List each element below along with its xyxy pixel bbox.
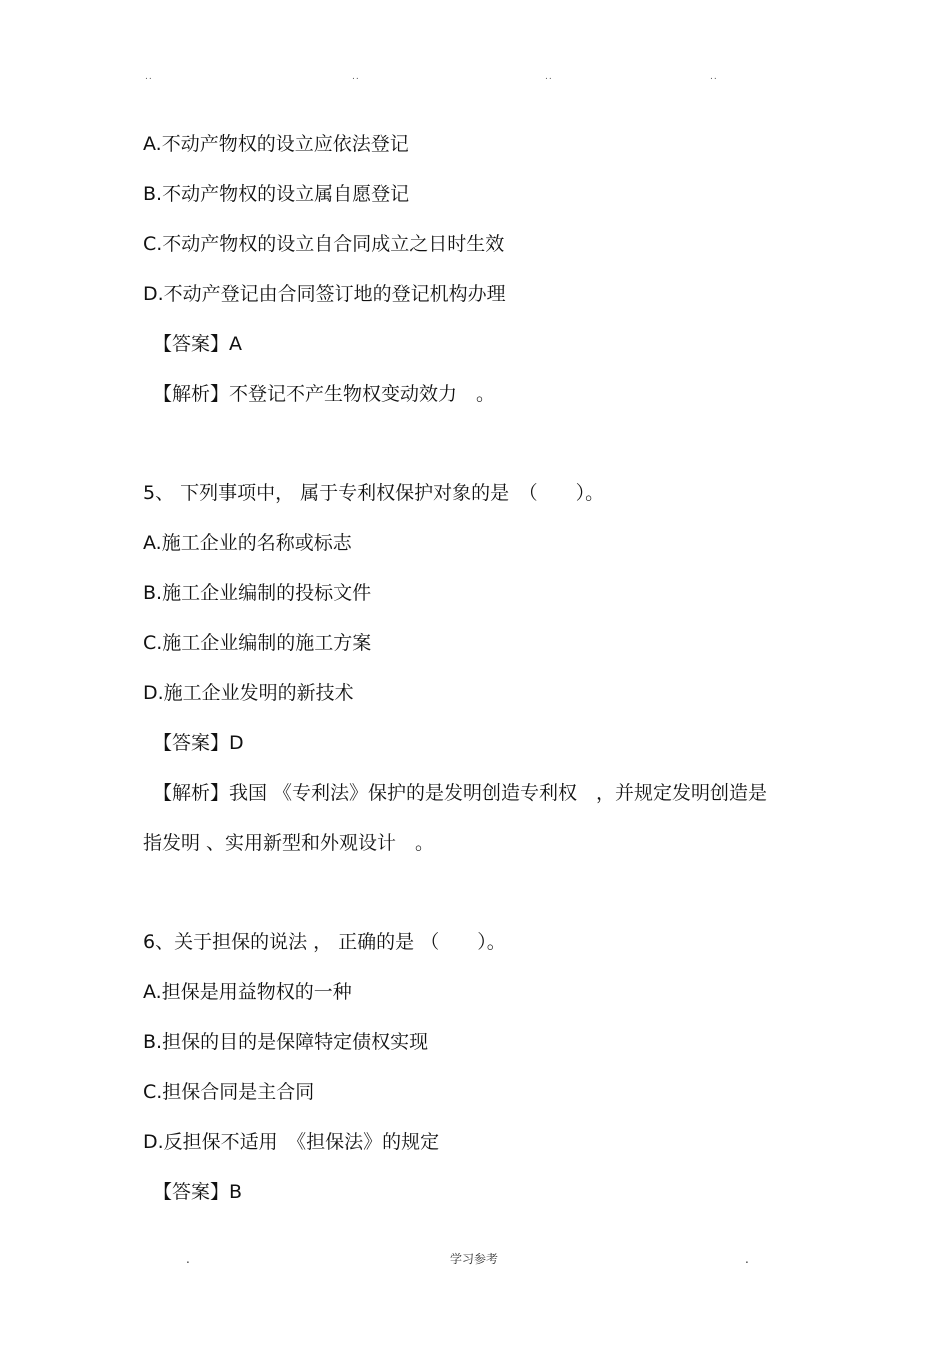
q6-option-d: D.反担保不适用 《担保法》的规定 xyxy=(143,1131,440,1153)
q6-option-c: C.担保合同是主合同 xyxy=(143,1081,315,1103)
header-mark: .. xyxy=(352,72,360,82)
q6-answer: 【答案】B xyxy=(153,1181,243,1203)
q4-analysis: 【解析】不登记不产生物权变动效力 。 xyxy=(153,383,496,405)
q4-option-d: D.不动产登记由合同签订地的登记机构办理 xyxy=(143,283,506,305)
footer-label: 学习参考 xyxy=(450,1252,499,1266)
q6-option-a: A.担保是用益物权的一种 xyxy=(143,981,352,1003)
q6-question: 6、关于担保的说法 ， 正确的是 （ ）。 xyxy=(143,931,506,953)
header-mark: .. xyxy=(545,72,553,82)
q5-analysis-line-2: 指发明 、实用新型和外观设计 。 xyxy=(143,832,435,854)
q4-option-c: C.不动产物权的设立自合同成立之日时生效 xyxy=(143,233,505,255)
footer-right-dot: . xyxy=(745,1252,749,1266)
q5-question: 5、 下列事项中， 属于专利权保护对象的是 （ ）。 xyxy=(143,482,605,504)
q4-answer: 【答案】A xyxy=(153,333,242,355)
q5-answer: 【答案】D xyxy=(153,732,244,754)
header-mark: .. xyxy=(145,72,153,82)
footer-left-dot: . xyxy=(186,1252,190,1266)
q4-option-b: B.不动产物权的设立属自愿登记 xyxy=(143,183,410,205)
q5-option-b: B.施工企业编制的投标文件 xyxy=(143,582,372,604)
header-mark: .. xyxy=(710,72,718,82)
q5-option-d: D.施工企业发明的新技术 xyxy=(143,682,354,704)
q6-option-b: B.担保的目的是保障特定债权实现 xyxy=(143,1031,429,1053)
q4-option-a: A.不动产物权的设立应依法登记 xyxy=(143,133,409,155)
q5-option-c: C.施工企业编制的施工方案 xyxy=(143,632,372,654)
q5-option-a: A.施工企业的名称或标志 xyxy=(143,532,352,554)
q5-analysis-line-1: 【解析】我国 《专利法》保护的是发明创造专利权 ，并规定发明创造是 xyxy=(153,782,768,804)
